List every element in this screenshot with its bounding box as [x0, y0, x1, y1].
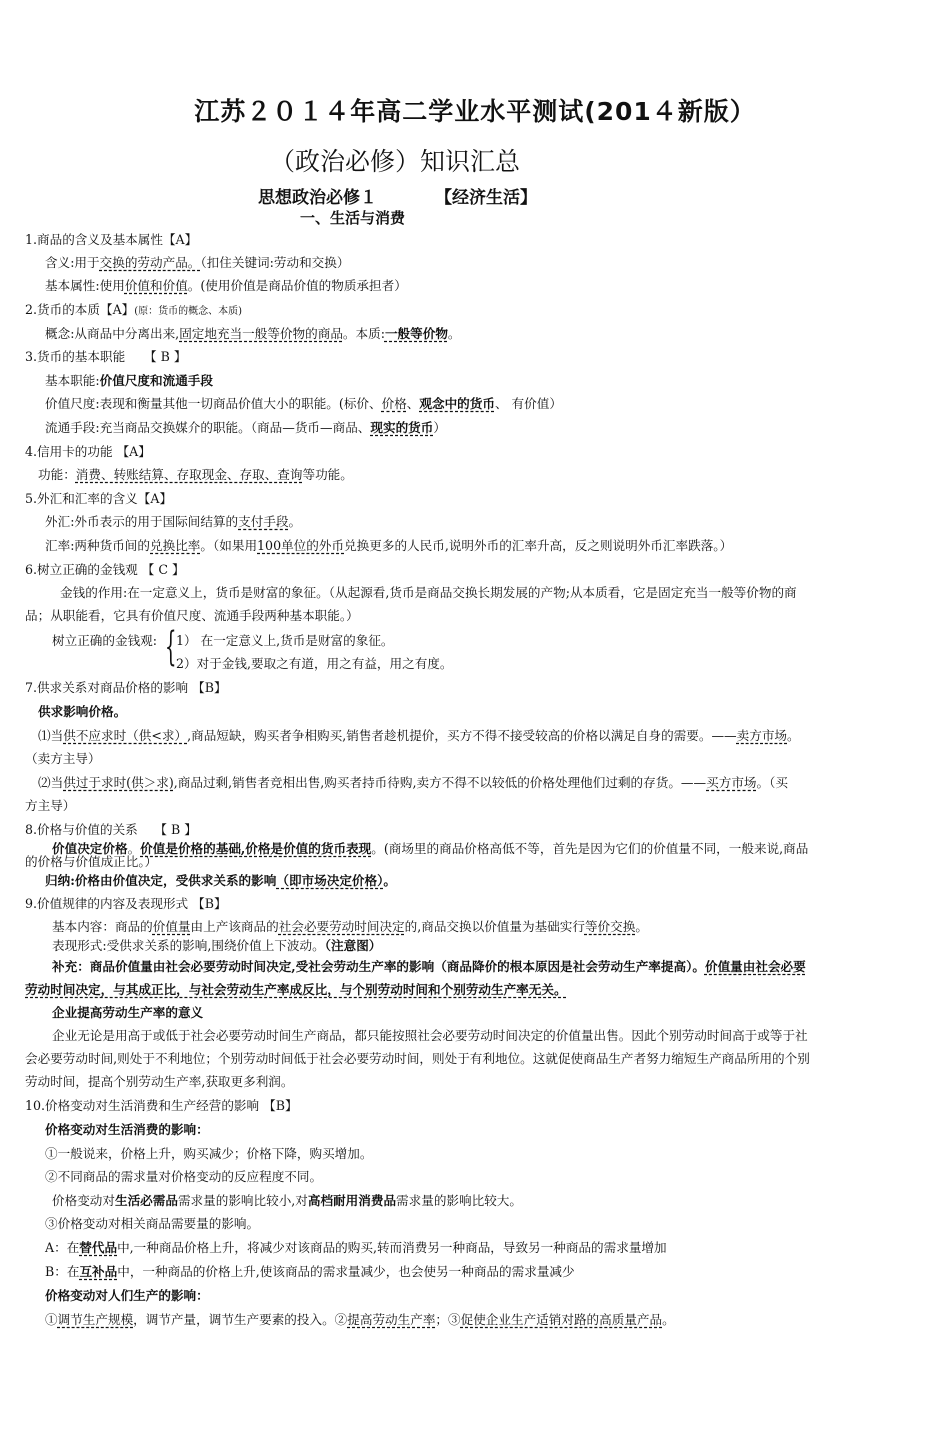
item-7-shortage: ⑴当供不应求时（供<求）,商品短缺，购买者争相购买,销售者趁机提价，买方不得不接受较高的价格以满足自身的需要。——卖方市场。: [38, 728, 800, 743]
item-9-productivity-3: 劳动时间，提高个别劳动生产率,获取更多利润。: [25, 1074, 294, 1089]
item-10-production: ①调节生产规模，调节产量，调节生产要素的投入。②提高劳动生产率；③促使企业生产适销对路的高质量产品。: [45, 1312, 675, 1327]
book-heading: 思想政治必修１ 【经济生活】: [258, 188, 537, 208]
item-7-heading: 7.供求关系对商品价格的影响 【B】: [25, 680, 227, 695]
item-10-production-heading: 价格变动对人们生产的影响：: [45, 1288, 209, 1303]
item-6-view-1: 1） 在一定意义上,货币是财富的象征。: [176, 633, 394, 648]
item-9-productivity-2: 会必要劳动时间,则处于不利地位；个别劳动时间低于社会必要劳动时间，则处于有利地位。这就促使商品生产者努力缩短生产商品所用的个别: [25, 1051, 810, 1066]
item-10-point-1: ①一般说来，价格上升，购买减少；价格下降，购买增加。: [45, 1146, 373, 1161]
item-9-supplement: 补充：商品价值量由社会必要劳动时间决定,受社会劳动生产率的影响（商品降价的根本原因是社会劳动生产率提高）。价值量由社会必要: [52, 959, 806, 974]
item-3-heading: 3.货币的基本职能 【 B 】: [25, 349, 187, 364]
item-6-role: 金钱的作用:在一定意义上，货币是财富的象征。（从起源看,货币是商品交换长期发展的产物;从本质看，它是固定充当一般等价物的商: [60, 585, 797, 600]
item-2-concept: 概念:从商品中分离出来,固定地充当一般等价物的商品。本质:一般等价物。: [45, 326, 461, 341]
item-8-relation: 价值决定价格。价值是价格的基础,价格是价值的货币表现。(商场里的商品价格高低不等，首先是因为它们的价值量不同，一般来说,商品: [52, 841, 809, 856]
item-10-complements: B：在互补品中，一种商品的价格上升,使该商品的需求量减少，也会使另一种商品的需求量减少: [45, 1264, 575, 1279]
item-3-circulation: 流通手段:充当商品交换媒介的职能。（商品—货币—商品、现实的货币）: [45, 420, 446, 435]
item-6-view-2: 2）对于金钱,要取之有道，用之有益，用之有度。: [176, 656, 453, 671]
item-3-basic: 基本职能:价值尺度和流通手段: [45, 373, 213, 388]
item-1-attributes: 基本属性:使用价值和价值。(使用价值是商品价值的物质承担者）: [45, 278, 407, 293]
item-3-measure: 价值尺度:表现和衡量其他一切商品价值大小的职能。(标价、价格、观念中的货币、 有价值）: [45, 396, 562, 411]
item-10-consumption-heading: 价格变动对生活消费的影响：: [45, 1122, 209, 1137]
item-1-heading: 1.商品的含义及基本属性【A】: [25, 232, 198, 247]
item-9-productivity-heading: 企业提高劳动生产率的意义: [52, 1005, 204, 1020]
brace: {: [165, 624, 177, 670]
item-9-productivity-1: 企业无论是用高于或低于社会必要劳动时间生产商品，都只能按照社会必要劳动时间决定的价值量出售。因此个别劳动时间高于或等于社: [52, 1028, 808, 1043]
item-6-role-cont: 品；从职能看，它具有价值尺度、流通手段两种基本职能。）: [25, 608, 359, 623]
item-10-heading: 10.价格变动对生活消费和生产经营的影响 【B】: [25, 1098, 298, 1113]
item-5-rate: 汇率:两种货币间的兑换比率。（如果用100单位的外币兑换更多的人民币,说明外币的汇率升高，反之则说明外币汇率跌落。）: [45, 538, 733, 553]
item-10-point-2: ②不同商品的需求量对价格变动的反应程度不同。: [45, 1169, 323, 1184]
item-5-forex: 外汇:外币表示的用于国际间结算的支付手段。: [45, 514, 302, 529]
item-7-shortage-note: （卖方主导）: [25, 751, 101, 766]
item-9-heading: 9.价值规律的内容及表现形式 【B】: [25, 896, 227, 911]
item-9-form: 表现形式:受供求关系的影响,围绕价值上下波动。（注意图）: [52, 938, 382, 953]
item-2-heading: 2.货币的本质【A】(原：货币的概念、本质): [25, 302, 243, 317]
item-10-point-2-detail: 价格变动对生活必需品需求量的影响比较小,对高档耐用消费品需求量的影响比较大。: [52, 1193, 522, 1208]
section-heading: 一、生活与消费: [300, 209, 406, 227]
item-8-summary: 归纳:价格由价值决定，受供求关系的影响（即市场决定价格）。: [45, 873, 396, 888]
item-9-supplement-cont: 劳动时间决定，与其成正比，与社会劳动生产率成反比，与个别劳动时间和个别劳动生产率无关。: [25, 982, 567, 997]
item-1-definition: 含义:用于交换的劳动产品。（扣住关键词:劳动和交换）: [45, 255, 350, 270]
item-6-view-label: 树立正确的金钱观:: [52, 633, 157, 648]
item-8-heading: 8.价格与价值的关系 【 B 】: [25, 822, 197, 837]
item-10-substitutes: A：在替代品中,一种商品价格上升，将减少对该商品的购买,转而消费另一种商品，导致另一种商品的需求量增加: [45, 1240, 667, 1255]
item-7-summary: 供求影响价格。: [38, 704, 127, 719]
item-9-content: 基本内容：商品的价值量由上产该商品的社会必要劳动时间决定的,商品交换以价值量为基础实行等价交换。: [52, 919, 648, 934]
document-subtitle: （政治必修）知识汇总: [270, 147, 521, 176]
item-5-heading: 5.外汇和汇率的含义【A】: [25, 491, 173, 506]
item-4-heading: 4.信用卡的功能 【A】: [25, 444, 151, 459]
item-7-surplus-note: 方主导）: [25, 798, 76, 813]
item-7-surplus: ⑵当供过于求时(供＞求),商品过剩,销售者竞相出售,购买者持币待购,卖方不得不以较低的价格处理他们过剩的存货。——买方市场。（买: [38, 775, 788, 790]
document-title: 江苏２０１４年高二学业水平测试(201４新版）: [194, 97, 756, 126]
item-6-heading: 6.树立正确的金钱观 【 C 】: [25, 562, 185, 577]
item-10-point-3: ③价格变动对相关商品需要量的影响。: [45, 1216, 260, 1231]
item-4-functions: 功能：消费、转账结算、存取现金、存取、查询等功能。: [38, 467, 353, 482]
item-8-relation-cont: 的价格与价值成正比。）: [25, 854, 158, 869]
